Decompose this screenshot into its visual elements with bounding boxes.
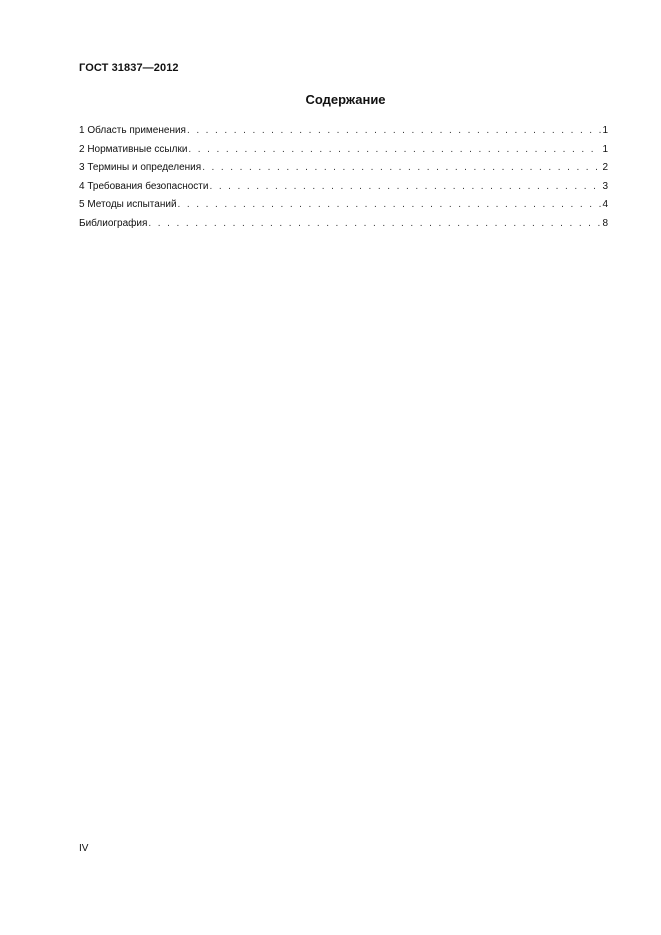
toc-entry[interactable]: [79, 199, 608, 218]
toc-entry-page: 1: [602, 125, 608, 136]
document-code: ГОСТ 31837—2012: [79, 62, 179, 74]
toc-entry-page: 3: [602, 180, 608, 192]
page-number: IV: [79, 843, 89, 854]
toc-dot-leader: [178, 199, 602, 210]
toc-entry-page: 2: [602, 162, 608, 174]
toc-entry[interactable]: [79, 181, 608, 200]
toc-entry-page: 1: [602, 143, 608, 155]
toc-entry[interactable]: [79, 218, 608, 237]
toc-dot-leader: [188, 144, 601, 155]
toc-entry-page: 8: [602, 217, 608, 229]
toc-entry-page: 4: [602, 199, 608, 211]
toc-entry-label: 4 Требования безопасности: [79, 180, 209, 192]
toc-dot-leader: [187, 125, 601, 136]
toc-entry[interactable]: [79, 125, 608, 144]
toc-dot-leader: [209, 181, 601, 192]
toc-entry[interactable]: [79, 162, 608, 181]
toc-title: Содержание: [305, 92, 386, 107]
toc-entry-label: 1 Область применения: [79, 125, 186, 136]
toc-entry-label: 2 Нормативные ссылки: [79, 143, 188, 155]
toc-dot-leader: [148, 218, 601, 229]
table-of-contents: [79, 125, 608, 237]
toc-entry-label: 3 Термины и определения: [79, 162, 202, 174]
toc-dot-leader: [202, 162, 601, 173]
toc-entry-label: Библиография: [79, 217, 148, 229]
toc-entry-label: 5 Методы испытаний: [79, 199, 177, 211]
toc-entry[interactable]: [79, 144, 608, 163]
